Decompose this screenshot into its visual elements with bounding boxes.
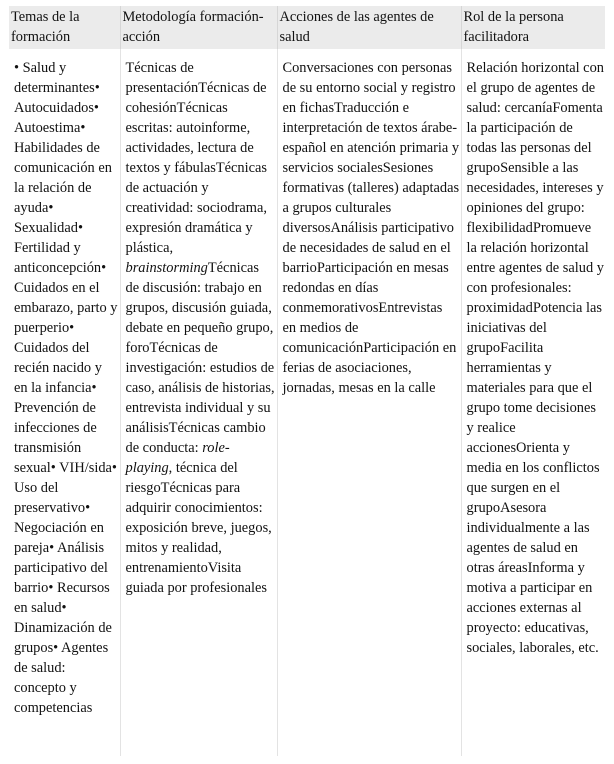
cell-temas: • Salud y determinantes• Autocuidados• Autoestima• Habilidades de comunicación en la relación de ayuda• Sexualidad• Fertilidad y anticoncepción• Cuidados en el embarazo, parto y puerperio• Cuidados del recién nacido y en la infancia• Prevención de infecciones de transmisión sexual• VIH/sida• Uso del preservativo• Negociación en pareja• Análisis participativo del barrio• Recursos en salud• Dinamización de grupos• Agentes de salud: concepto y competencias	[9, 49, 120, 756]
training-table	[9, 6, 605, 756]
header-row	[9, 6, 605, 49]
metodologia-text-1: Técnicas de presentaciónTécnicas de cohesiónTécnicas escritas: autoinforme, actividades, lectura de textos y fábulasTécnicas de actuación y creatividad: sociodrama, expresión dramática y plástica,	[125, 60, 267, 256]
metodologia-italic-brainstorming: brainstorming	[125, 260, 208, 276]
table-row	[9, 49, 605, 756]
table-header	[9, 6, 605, 49]
metodologia-text-3: , técnica del riesgoTécnicas para adquirir conocimientos: exposición breve, juegos, mitos y realidad, entrenamientoVisita guiada por profesionales	[125, 460, 272, 596]
cell-acciones: Conversaciones con personas de su entorno social y registro en fichasTraducción e interpretación de textos árabe-español en atención primaria y servicios socialesSesiones formativas (talleres) adaptadas a grupos culturales diversosAnálisis participativo de necesidades de salud en el barrioParticipación en mesas redondas en días conmemorativosEntrevistas en medios de comunicaciónParticipación en ferias de asociaciones, jornadas, mesas en la calle	[277, 49, 461, 756]
header-acciones: Acciones de las agentes de salud	[277, 6, 461, 49]
table-body	[9, 49, 605, 756]
metodologia-italic-role-playing: role-playing	[125, 440, 230, 476]
header-metodologia: Metodología formación-acción	[120, 6, 277, 49]
cell-metodologia	[120, 49, 277, 756]
cell-rol: Relación horizontal con el grupo de agentes de salud: cercaníaFomenta la participación de todas las personas del grupoSensible a las necesidades, intereses y opiniones del grupo: flexibilidadPromueve la relación horizontal entre agentes de salud y con profesionales: proximidadPotencia las iniciativas del grupoFacilita herramientas y materiales para que el grupo tome decisiones y realice accionesOrienta y media en los conflictos que surgen en el grupoAsesora individualmente a las agentes de salud en otras áreasInforma y motiva a participar en acciones externas al proyecto: educativas, sociales, laborales, etc.	[466, 60, 604, 656]
header-temas: Temas de la formación	[9, 6, 120, 49]
header-rol: Rol de la persona facilitadora	[461, 6, 605, 49]
metodologia-text-2: Técnicas de discusión: trabajo en grupos, discusión guiada, debate en pequeño grupo, foroTécnicas de investigación: estudios de caso, análisis de historias, entrevista individual y su análisisTécnicas cambio de conducta:	[125, 260, 275, 456]
